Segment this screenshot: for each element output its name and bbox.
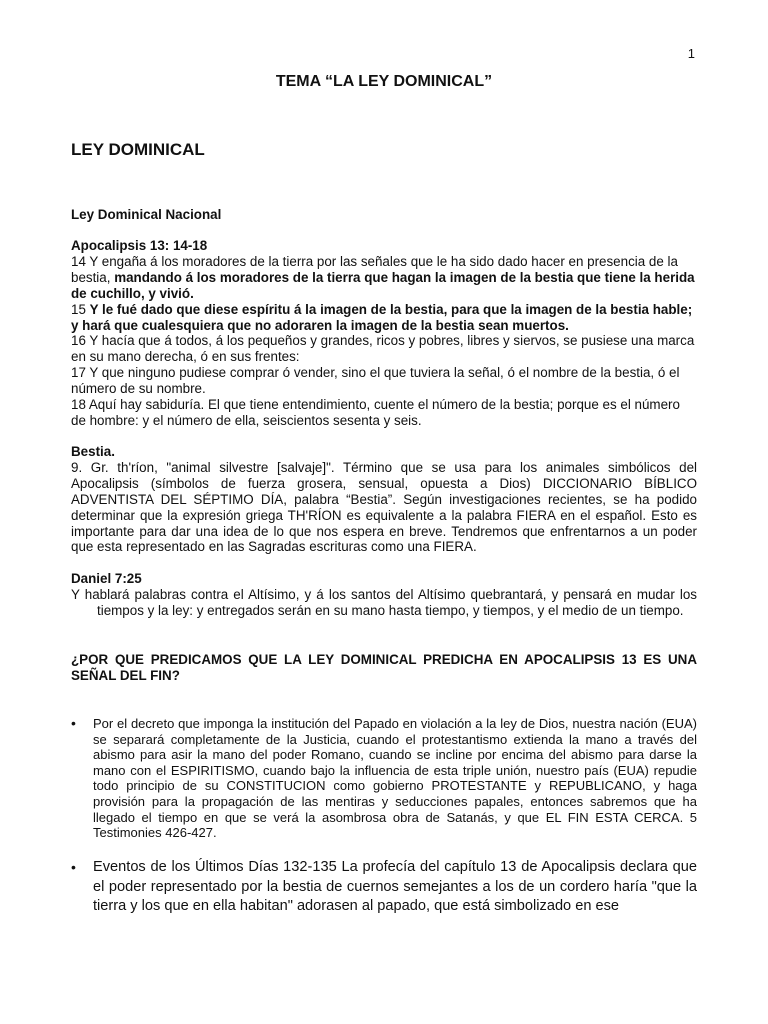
bestia-text: 9. Gr. th'ríon, "animal silvestre [salvaje]". Término que se usa para los animales simbólicos del Apocalipsis (símbolos de fuerza grosera, sensual, opuesta a Dios) DICCIONARIO BÍBLICO ADVENTISTA DEL SÉPTIMO DÍA, palabra “Bestia”. Según investigaciones recientes, se ha podido determinar que la expresión griega TH'RÍON es equivalente a la palabra FIERA en el español. Esto es importante para dar una idea de lo que nos espera en breve. Tendremos que enfrentarnos a un poder que esta representado en las Sagradas escrituras como una FIERA. xyxy=(71,459,697,555)
verse-18: 18 Aquí hay sabiduría. El que tiene entendimiento, cuente el número de la bestia; porque es el número de hombre: y el número de ella, seiscientos sesenta y seis. xyxy=(71,397,680,428)
section-heading: LEY DOMINICAL xyxy=(71,140,205,159)
bullet-item-2 xyxy=(71,858,697,917)
bestia-section xyxy=(71,444,697,555)
daniel-reference: Daniel 7:25 xyxy=(71,571,142,586)
document-title: TEMA “LA LEY DOMINICAL” xyxy=(275,73,493,90)
verse-15-bold: Y le fué dado que diese espíritu á la imagen de la bestia, para que la imagen de la bestia hable; y hará que cualesquiera que no adoraren la imagen de la bestia sean muertos. xyxy=(71,301,693,333)
verse-14-bold: mandando á los moradores de la tierra que hagan la imagen de la bestia que tiene la herida de cuchillo, y vivió. xyxy=(71,269,695,301)
subheading: Ley Dominical Nacional xyxy=(71,207,222,222)
verse-15 xyxy=(71,302,697,334)
verse-16: 16 Y hacía que á todos, á los pequeños y grandes, ricos y pobres, libres y siervos, se pusiese una marca en su mano derecha, ó en sus frentes: xyxy=(71,333,695,365)
bullet-text-1: Por el decreto que imponga la institución del Papado en violación a la ley de Dios, nuestra nación (EUA) se separará completamente de la Justicia, cuando el protestantismo extienda la mano a través del abismo para asir la mano del poder Romano, cuando se incline por encima del abismo para darse la mano con el ESPIRITISMO, cuando bajo la influencia de esta triple unión, nuestro país (EUA) repudie todo principio de su CONSTITUCION como gobierno PROTESTANTE y REPUBLICANO, y haga provisión para la propagación de las mentiras y seducciones papales, entonces sabremos que ha llegado el tiempo en que se verá la asombrosa obra de Satanás, y que EL FIN ESTA CERCA. 5 Testimonies 426-427. xyxy=(93,716,697,841)
verse-15-number: 15 xyxy=(71,301,90,317)
bullet-marker: • xyxy=(71,859,76,875)
page-number: 1 xyxy=(687,46,695,61)
question-heading: ¿POR QUE PREDICAMOS QUE LA LEY DOMINICAL PREDICHA EN APOCALIPSIS 13 ES UNA SEÑAL DEL FIN? xyxy=(71,652,697,683)
apocalipsis-passage xyxy=(71,238,697,429)
bestia-heading: Bestia. xyxy=(71,444,115,459)
verse-14-plain: 14 Y engaña á los moradores de la tierra por las señales que le ha sido dado hacer en presencia de la bestia, xyxy=(71,253,678,285)
bullet-marker: • xyxy=(71,715,76,731)
verse-14 xyxy=(71,254,697,302)
daniel-section xyxy=(71,571,697,619)
bullet-text-2: Eventos de los Últimos Días 132-135 La profecía del capítulo 13 de Apocalipsis declara que el poder representado por la bestia de cuernos semejantes a los de un cordero haría "que la tierra y los que en ella habitan" adorasen al papado, que está simbolizado en ese xyxy=(93,859,697,914)
daniel-text: Y hablará palabras contra el Altísimo, y á los santos del Altísimo quebrantará, y pensará en mudar los tiempos y la ley: y entregados serán en su mano hasta tiempo, y tiempos, y el medio de un tiempo. xyxy=(71,586,697,618)
bullet-item-1 xyxy=(71,716,697,841)
verse-17: 17 Y que ninguno pudiese comprar ó vender, sino el que tuviera la señal, ó el nombre de la bestia, ó el número de su nombre. xyxy=(71,365,680,397)
apocalipsis-reference: Apocalipsis 13: 14-18 xyxy=(71,238,208,253)
